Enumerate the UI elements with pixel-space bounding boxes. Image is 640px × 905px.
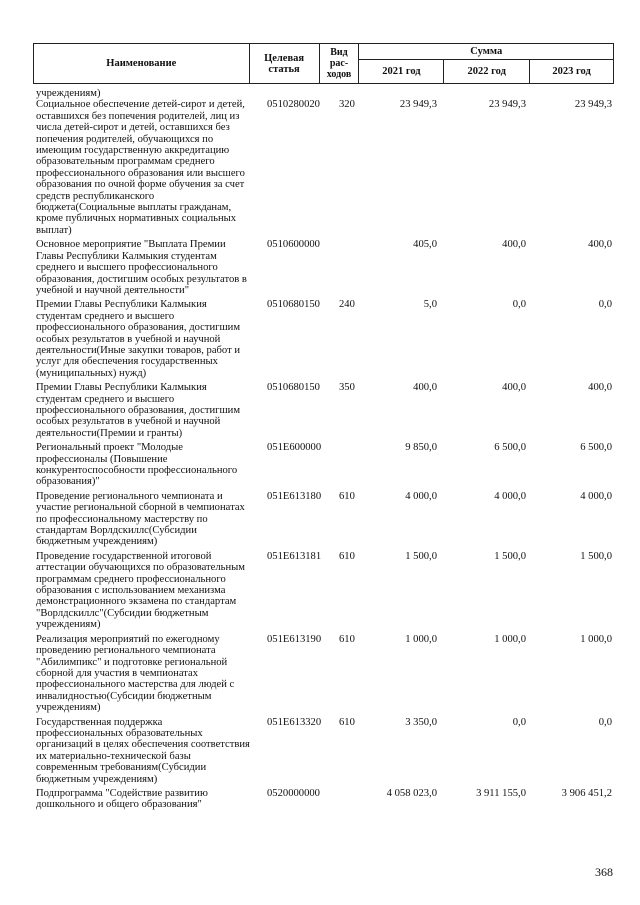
- row-name: Государственная поддержка профессиональных образовательных организаций в целях обеспечения соответствия их материально-технической базы современным требованиям(Субсидии бюджетным учреждениям): [36, 716, 250, 785]
- header-target-article: Целевая статья: [249, 44, 319, 84]
- row-expense-type: 610: [339, 550, 355, 562]
- row-value-2022: 23 949,3: [488, 99, 526, 111]
- table-body: [33, 88, 614, 814]
- table-row: [33, 717, 614, 785]
- row-code: 051E613180: [267, 490, 322, 502]
- row-value-2022: 1 500,0: [494, 550, 526, 562]
- table-row: [33, 634, 614, 714]
- row-name: Проведение государственной итоговой аттестации обучающихся по образовательным программам среднего профессионального образования с использованием механизма демонстрационного экзамена по стандартам "Ворлдскиллс"(Субсидии бюджетным учреждениям): [36, 550, 245, 631]
- row-code: 051E613190: [267, 633, 322, 645]
- header-name: Наименование: [34, 44, 250, 84]
- table-row: [33, 88, 614, 99]
- row-value-2022: 0,0: [512, 716, 526, 728]
- row-expense-type: 350: [339, 382, 355, 394]
- row-expense-type: 320: [339, 99, 355, 111]
- header-sum: Сумма: [359, 44, 614, 60]
- row-value-2023: 0,0: [598, 716, 612, 728]
- table-row: [33, 382, 614, 439]
- row-value-2022: 1 000,0: [494, 633, 526, 645]
- table-row: [33, 551, 614, 631]
- row-value-2021: 400,0: [413, 382, 437, 394]
- row-value-2023: 6 500,0: [580, 442, 612, 454]
- row-code: 051E600000: [267, 442, 322, 454]
- row-value-2021: 4 058 023,0: [386, 787, 437, 799]
- row-value-2022: 400,0: [502, 239, 526, 251]
- row-name: Проведение регионального чемпионата и участие региональной сборной в чемпионатах по профессиональному мастерству по стандартам Ворлдскиллс(Субсидии бюджетным учреждениям): [36, 490, 245, 548]
- row-value-2021: 1 500,0: [405, 550, 437, 562]
- row-value-2021: 9 850,0: [405, 442, 437, 454]
- table-row: [33, 491, 614, 548]
- row-value-2023: 0,0: [598, 299, 612, 311]
- row-value-2023: 400,0: [588, 239, 612, 251]
- row-expense-type: 610: [339, 490, 355, 502]
- row-code: 0520000000: [267, 787, 320, 799]
- row-value-2021: 405,0: [413, 239, 437, 251]
- table-row: [33, 239, 614, 296]
- header-year-2022: 2022 год: [444, 60, 530, 84]
- row-name: Подпрограмма "Содействие развитию дошкольного и общего образования": [36, 787, 208, 811]
- row-value-2023: 1 500,0: [580, 550, 612, 562]
- row-value-2023: 4 000,0: [580, 490, 612, 502]
- row-value-2022: 0,0: [512, 299, 526, 311]
- row-expense-type: 240: [339, 299, 355, 311]
- row-value-2022: 4 000,0: [494, 490, 526, 502]
- page-number: 368: [595, 865, 613, 879]
- row-code: 0510680150: [267, 299, 320, 311]
- row-code: 0510600000: [267, 239, 320, 251]
- row-value-2022: 400,0: [502, 382, 526, 394]
- row-name: Социальное обеспечение детей-сирот и детей, оставшихся без попечения родителей, лиц из числа детей-сирот и детей, оставшихся без попечения родителей, обучающихся по имеющим государственную аккредитацию образовательным программам среднего профессионального образования или высшего образования по очной форме обучения за счет средств республиканского бюджета(Социальные выплаты гражданам, кроме публичных нормативных социальных выплат): [36, 99, 245, 236]
- table-header: [33, 43, 614, 84]
- header-expense-type: Вид рас- ходов: [319, 44, 359, 84]
- row-value-2023: 400,0: [588, 382, 612, 394]
- row-value-2021: 3 350,0: [405, 716, 437, 728]
- row-value-2023: 1 000,0: [580, 633, 612, 645]
- row-name: Региональный проект "Молодые профессионалы (Повышение конкурентоспособности профессионального образования)": [36, 442, 238, 488]
- row-expense-type: 610: [339, 716, 355, 728]
- row-value-2022: 6 500,0: [494, 442, 526, 454]
- row-value-2021: 4 000,0: [405, 490, 437, 502]
- row-code: 051E613320: [267, 716, 322, 728]
- row-name: Реализация мероприятий по ежегодному проведению регионального чемпионата "Абилимпикс" и подготовке региональной сборной для участия в чемпионатах профессионального мастерства для людей с инвалидностью(Субсидии бюджетным учреждениям): [36, 633, 235, 714]
- row-code: 051E613181: [267, 550, 322, 562]
- row-name: Премии Главы Республики Калмыкия студентам среднего и высшего профессионального образования, достигшим особых результатов в учебной и научной деятельности(Премии и гранты): [36, 382, 241, 439]
- header-year-2021: 2021 год: [359, 60, 444, 84]
- row-name: учреждениям): [36, 88, 101, 99]
- row-value-2021: 5,0: [423, 299, 437, 311]
- row-name: Премии Главы Республики Калмыкия студентам среднего и высшего профессионального образования, достигшим особых результатов в учебной и научной деятельности(Иные закупки товаров, работ и услуг для обеспечения государственных (муниципальных) нужд): [36, 299, 241, 379]
- row-code: 0510680150: [267, 382, 320, 394]
- header-year-2023: 2023 год: [530, 60, 614, 84]
- row-value-2023: 3 906 451,2: [561, 787, 612, 799]
- table-row: [33, 99, 614, 236]
- table-row: [33, 442, 614, 488]
- row-value-2021: 1 000,0: [405, 633, 437, 645]
- table-row: [33, 788, 614, 811]
- row-code: 0510280020: [267, 99, 320, 111]
- row-value-2022: 3 911 155,0: [476, 787, 526, 799]
- row-expense-type: 610: [339, 633, 355, 645]
- row-value-2023: 23 949,3: [574, 99, 612, 111]
- row-name: Основное мероприятие "Выплата Премии Главы Республики Калмыкия студентам среднего и высшего профессионального образования, достигшим особых результатов в учебной и научной деятельности": [36, 239, 247, 296]
- table-row: [33, 299, 614, 379]
- row-value-2021: 23 949,3: [399, 99, 437, 111]
